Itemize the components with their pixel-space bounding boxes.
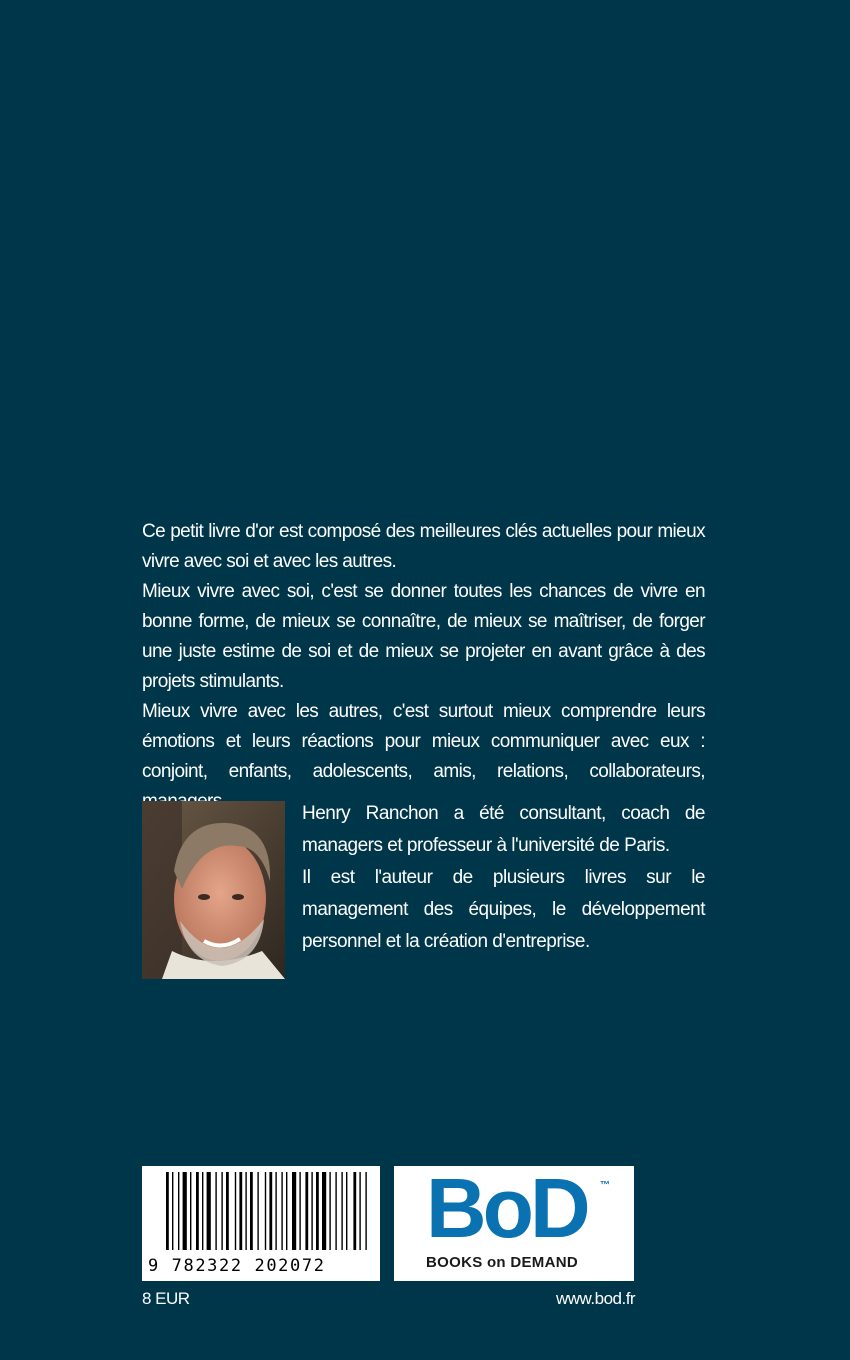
blurb-paragraph-2: Mieux vivre avec soi, c'est se donner toutes les chances de vivre en bonne forme, de mieux se connaître, de mieux se maîtriser, de forger une juste estime de soi et de mieux se projeter en avant grâce à des projets stimulants. <box>142 581 705 692</box>
barcode-bar <box>166 1172 169 1250</box>
publisher-tagline: BOOKS on DEMAND <box>426 1254 578 1271</box>
barcode-bar <box>178 1172 179 1250</box>
barcode-bar <box>257 1172 258 1250</box>
barcode-bar <box>299 1172 300 1250</box>
barcode-bar <box>359 1172 360 1250</box>
barcode-bar <box>196 1172 199 1250</box>
barcode-digits: 9 782322 202072 <box>148 1256 326 1276</box>
barcode-bar <box>207 1172 211 1250</box>
barcode-bar <box>215 1172 216 1250</box>
barcode-bar <box>269 1172 272 1250</box>
price-label: 8 EUR <box>142 1289 190 1308</box>
barcode-bar <box>322 1172 326 1250</box>
bio-paragraph-1: Henry Ranchon a été consultant, coach de managers et professeur à l'université de Paris. <box>302 803 705 856</box>
barcode-bar <box>365 1172 366 1250</box>
barcode-bar <box>226 1172 229 1250</box>
barcode-bar <box>202 1172 203 1250</box>
author-bio <box>302 798 705 958</box>
barcode-bar <box>286 1172 287 1250</box>
barcode-bar <box>346 1172 347 1250</box>
barcode-bar <box>316 1172 319 1250</box>
barcode-bar <box>245 1172 246 1250</box>
blurb-paragraph-1: Ce petit livre d'or est composé des meilleures clés actuelles pour mieux vivre avec soi et avec les autres. <box>142 521 705 572</box>
barcode-bar <box>250 1172 253 1250</box>
barcode-bar <box>183 1172 187 1250</box>
barcode-bar <box>341 1172 342 1250</box>
barcode-bars <box>142 1166 380 1256</box>
bod-logo-mark: BoD <box>426 1161 587 1255</box>
barcode-bar <box>329 1172 330 1250</box>
barcode-bar <box>221 1172 222 1250</box>
barcode-bar <box>305 1172 308 1250</box>
barcode-bar <box>311 1172 312 1250</box>
barcode-bar <box>239 1172 242 1250</box>
barcode-bar <box>292 1172 296 1250</box>
barcode-bar <box>281 1172 282 1250</box>
author-photo <box>142 801 285 979</box>
publisher-website: www.bod.fr <box>556 1289 636 1308</box>
blurb-paragraph-3: Mieux vivre avec les autres, c'est surtout mieux comprendre leurs émotions et leurs réactions pour mieux communiquer avec eux : conjoint, enfants, adolescents, amis, relations, collaborateurs, <box>142 701 705 782</box>
publisher-logo <box>394 1161 634 1281</box>
trademark-symbol: ™ <box>600 1180 610 1191</box>
barcode-bar <box>235 1172 236 1250</box>
isbn-barcode <box>142 1166 380 1281</box>
bio-paragraph-2: Il est l'auteur de plusieurs livres sur le management des équipes, le développement personnel et la création d'entreprise. <box>302 867 705 952</box>
barcode-bar <box>190 1172 191 1250</box>
barcode-bar <box>172 1172 173 1250</box>
barcode-bar <box>335 1172 336 1250</box>
barcode-bar <box>353 1172 356 1250</box>
barcode-bar <box>275 1172 276 1250</box>
barcode-bar <box>265 1172 266 1250</box>
book-blurb <box>142 517 705 817</box>
